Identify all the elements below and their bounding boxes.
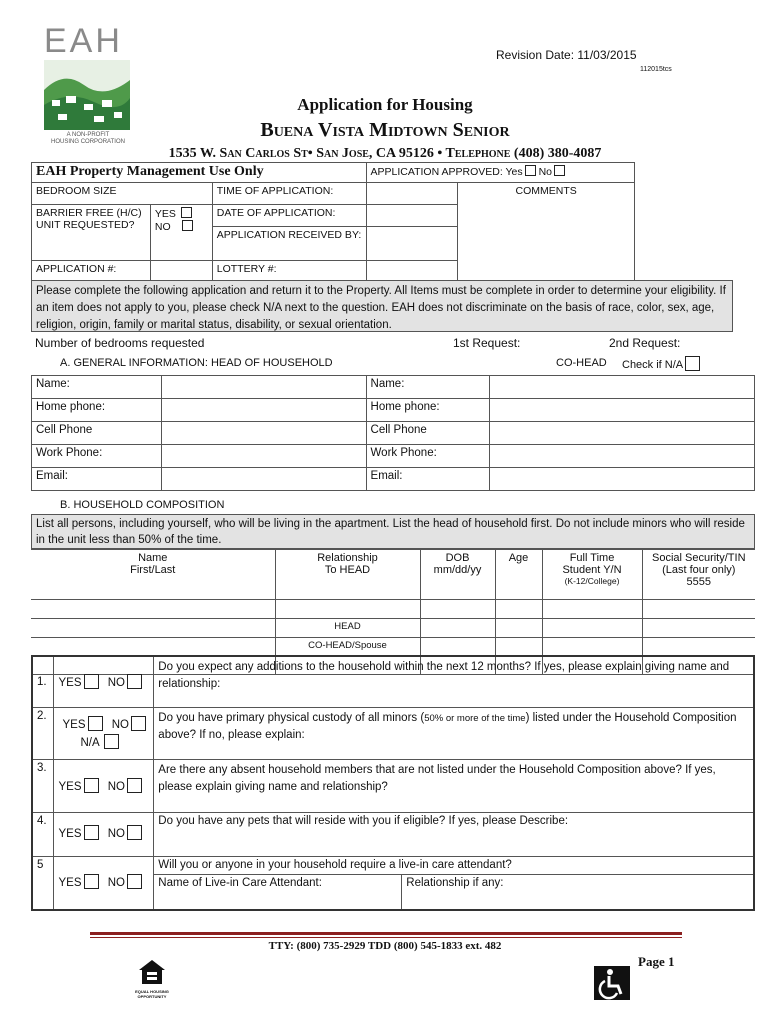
q5-yes-checkbox[interactable]: [84, 874, 99, 889]
question-row: [32, 759, 754, 812]
col-relationship-header: [275, 550, 420, 600]
question-text: [154, 707, 754, 759]
question-text-note: 50% or more of the time: [424, 712, 526, 724]
lottery-number-field[interactable]: [366, 261, 458, 281]
section-a-title: A. GENERAL INFORMATION: HEAD OF HOUSEHOLD: [60, 357, 333, 369]
cohead-home-phone-label: Home phone:: [366, 399, 490, 422]
cohead-work-phone-field[interactable]: [490, 445, 755, 468]
section-a-heading: [60, 357, 720, 369]
question-row: [32, 856, 754, 910]
head-work-phone-label: Work Phone:: [32, 445, 162, 468]
general-info-row: [32, 445, 755, 468]
q2-na-checkbox[interactable]: [104, 734, 119, 749]
question-yes-no: [54, 656, 154, 707]
household-intro: [31, 514, 755, 549]
head-email-label: Email:: [32, 468, 162, 491]
question-text: Are there any absent household members that are not listed under the Household Composition above? If yes, please explain giving name and relationship?: [154, 759, 754, 812]
col-name-label: Name: [138, 552, 168, 564]
no-label: NO: [107, 677, 125, 690]
member-ssn-cell[interactable]: [642, 638, 755, 657]
received-by-field[interactable]: [366, 227, 458, 261]
equal-housing-icon: [137, 958, 167, 986]
head-cell-phone-field[interactable]: [161, 422, 366, 445]
comments-area[interactable]: [458, 183, 635, 281]
household-header-row: [31, 550, 755, 600]
member-name-cell[interactable]: [31, 619, 275, 638]
received-by-label: APPLICATION RECEIVED BY:: [212, 227, 366, 261]
question-text: Do you have any pets that will reside with you if eligible? If yes, please Describe:: [154, 812, 754, 856]
col-name-header: [31, 550, 275, 600]
footer-rule-thin: [90, 937, 682, 938]
barrier-no-label: NO: [154, 221, 171, 233]
cohead-work-phone-label: Work Phone:: [366, 445, 490, 468]
eho-text-line-1: EQUAL HOUSING: [135, 989, 169, 994]
check-na-wrapper: [622, 356, 700, 371]
attendant-relationship-label: Relationship if any:: [406, 876, 504, 889]
question-text: [154, 856, 754, 910]
member-dob-cell[interactable]: [420, 600, 495, 619]
question-yes-no: [54, 856, 154, 910]
question-text-part-a: Do you have primary physical custody of all minors (: [158, 711, 425, 724]
instructions-box: [31, 280, 733, 332]
head-email-field[interactable]: [161, 468, 366, 491]
office-use-heading: EAH Property Management Use Only: [32, 163, 367, 183]
na-label: N/A: [80, 736, 100, 749]
attendant-name-label: Name of Live-in Care Attendant:: [158, 876, 322, 889]
member-ssn-cell[interactable]: [642, 600, 755, 619]
q4-no-checkbox[interactable]: [127, 825, 142, 840]
time-of-application-field[interactable]: [366, 183, 458, 205]
equal-housing-text: [134, 989, 170, 999]
cohead-cell-phone-label: Cell Phone: [366, 422, 490, 445]
col-student-header: [542, 550, 642, 600]
general-info-row: [32, 422, 755, 445]
question-row: [32, 812, 754, 856]
barrier-yes-checkbox[interactable]: [181, 207, 192, 218]
question-yes-no: [54, 759, 154, 812]
q1-yes-checkbox[interactable]: [84, 674, 99, 689]
logo-tagline-line-2: HOUSING CORPORATION: [51, 139, 125, 145]
question-5-text: Will you or anyone in your household require a live-in care attendant?: [154, 857, 753, 875]
question-number: 3.: [32, 759, 54, 812]
member-dob-cell[interactable]: [420, 619, 495, 638]
check-na-label: Check if N/A: [622, 359, 684, 371]
question-text: Do you expect any additions to the household within the next 12 months? If yes, please explain giving name and relationship:: [154, 656, 754, 707]
head-home-phone-label: Home phone:: [32, 399, 162, 422]
approved-label: APPLICATION APPROVED: Yes: [370, 166, 523, 178]
cohead-name-label: Name:: [366, 376, 490, 399]
yes-label: YES: [58, 827, 82, 840]
form-title: Application for Housing: [297, 95, 473, 114]
office-use-table: [31, 162, 635, 281]
barrier-no-checkbox[interactable]: [182, 220, 193, 231]
no-label: NO: [107, 827, 125, 840]
member-dob-cell[interactable]: [420, 638, 495, 657]
q1-no-checkbox[interactable]: [127, 674, 142, 689]
col-ssn-label: Social Security/TIN: [651, 552, 746, 564]
member-relationship-cell[interactable]: HEAD: [275, 619, 420, 638]
col-ssn-example: 5555: [686, 576, 711, 588]
q2-yes-checkbox[interactable]: [88, 716, 103, 731]
question-yes-no: [54, 707, 154, 759]
bedroom-size-label: BEDROOM SIZE: [32, 183, 213, 205]
barrier-free-options: [150, 205, 212, 261]
cohead-na-checkbox[interactable]: [685, 356, 700, 371]
no-label: NO: [107, 876, 125, 889]
application-approved: [366, 163, 634, 183]
form-code: 112015tcs: [640, 66, 672, 73]
q3-yes-checkbox[interactable]: [84, 778, 99, 793]
head-name-field[interactable]: [161, 376, 366, 399]
household-intro-text: List all persons, including yourself, who will be living in the apartment. List the head of household first. Do not include minors who will reside in the unit less than 50% of the time.: [36, 518, 745, 546]
head-name-label: Name:: [32, 376, 162, 399]
approved-yes-checkbox[interactable]: [525, 165, 536, 176]
question-number: 4.: [32, 812, 54, 856]
tty-line: TTY: (800) 735-2929 TDD (800) 545-1833 ext. 482: [268, 940, 502, 952]
question-row: [32, 656, 754, 707]
q5-no-checkbox[interactable]: [127, 874, 142, 889]
yes-label: YES: [58, 677, 82, 690]
cohead-label: CO-HEAD: [556, 357, 607, 369]
revision-date: Revision Date: 11/03/2015: [496, 48, 637, 62]
application-number-field[interactable]: [150, 261, 212, 281]
second-request-label: 2nd Request:: [609, 336, 681, 350]
property-address: 1535 W. San Carlos St• San Jose, CA 95126 • Telephone (408) 380-4087: [168, 146, 602, 161]
head-cell-phone-label: Cell Phone: [32, 422, 162, 445]
bedrooms-label: Number of bedrooms requested: [35, 336, 205, 350]
question-text-part-b: ) listed under the Household Composition above? If no, please explain:: [158, 711, 737, 741]
property-name: Buena Vista Midtown Senior: [260, 119, 510, 141]
member-name-cell[interactable]: [31, 638, 275, 657]
first-request-label: 1st Request:: [453, 336, 521, 350]
logo-tagline-line-1: A NON-PROFIT: [66, 132, 110, 138]
member-age-cell[interactable]: [495, 619, 542, 638]
question-number: 5: [32, 856, 54, 910]
member-age-cell[interactable]: [495, 638, 542, 657]
page-number: Page 1: [638, 954, 675, 969]
member-student-cell[interactable]: [542, 600, 642, 619]
footer-rule: [90, 932, 682, 935]
general-info-row: [32, 376, 755, 399]
no-label: NO: [111, 718, 129, 731]
no-label: NO: [107, 780, 125, 793]
logo-letters: EAH: [44, 22, 123, 60]
col-relationship-label: Relationship: [317, 552, 378, 564]
barrier-free-label: BARRIER FREE (H/C) UNIT REQUESTED?: [32, 205, 151, 261]
q2-no-checkbox[interactable]: [131, 716, 146, 731]
eho-text-line-2: OPPORTUNITY: [137, 994, 167, 999]
question-number: 1.: [32, 656, 54, 707]
col-dob-header: [420, 550, 495, 600]
yes-label: YES: [62, 718, 86, 731]
yes-label: YES: [58, 876, 82, 889]
cohead-email-field[interactable]: [490, 468, 755, 491]
application-number-label: APPLICATION #:: [32, 261, 151, 281]
member-name-cell[interactable]: [31, 600, 275, 619]
barrier-yes-label: YES: [154, 208, 176, 220]
date-of-application-field[interactable]: [366, 205, 458, 227]
questions-table: [31, 655, 755, 911]
attendant-divider: [401, 875, 402, 909]
cohead-cell-phone-field[interactable]: [490, 422, 755, 445]
col-ssn-header: [642, 550, 755, 600]
question-row: [32, 707, 754, 759]
table-row: [31, 600, 755, 619]
member-student-cell[interactable]: [542, 638, 642, 657]
member-relationship-cell[interactable]: CO-HEAD/Spouse: [275, 638, 420, 657]
date-of-application-label: DATE OF APPLICATION:: [212, 205, 366, 227]
table-row: [31, 619, 755, 638]
cohead-home-phone-field[interactable]: [490, 399, 755, 422]
general-info-table: [31, 375, 755, 491]
head-home-phone-field[interactable]: [161, 399, 366, 422]
yes-label: YES: [58, 780, 82, 793]
table-row: [31, 638, 755, 657]
general-info-row: [32, 468, 755, 491]
accessibility-icon: [594, 966, 630, 1000]
time-of-application-label: TIME OF APPLICATION:: [212, 183, 366, 205]
col-student-label: Full Time: [569, 552, 615, 564]
approved-no-label: No: [538, 166, 553, 178]
member-relationship-cell[interactable]: [275, 600, 420, 619]
instructions-text: Please complete the following application and return it to the Property. All Items must be complete in order to determine your eligibility. If an item does not apply to you, please check N/A next to the question. EAH does not discriminate on the basis of race, color, sex, age, religion, origin, family or marital status, disability, or sexual orientation.: [36, 285, 726, 331]
col-ssn-sublabel: (Last four only): [662, 564, 736, 576]
col-dob-sublabel: mm/dd/yy: [433, 564, 482, 576]
bedrooms-row: [35, 336, 735, 352]
col-student-note: (K-12/College): [564, 576, 620, 586]
general-info-row: [32, 399, 755, 422]
question-number: 2.: [32, 707, 54, 759]
member-age-cell[interactable]: [495, 600, 542, 619]
member-student-cell[interactable]: [542, 619, 642, 638]
cohead-name-field[interactable]: [490, 376, 755, 399]
q4-yes-checkbox[interactable]: [84, 825, 99, 840]
member-ssn-cell[interactable]: [642, 619, 755, 638]
col-name-sublabel: First/Last: [130, 564, 176, 576]
cohead-email-label: Email:: [366, 468, 490, 491]
col-relationship-sublabel: To HEAD: [324, 564, 371, 576]
head-work-phone-field[interactable]: [161, 445, 366, 468]
question-yes-no: [54, 812, 154, 856]
col-student-sublabel: Student Y/N: [562, 564, 622, 576]
lottery-number-label: LOTTERY #:: [212, 261, 366, 281]
comments-label: COMMENTS: [515, 185, 577, 197]
office-use-block: [31, 162, 635, 281]
col-dob-label: DOB: [445, 552, 470, 564]
q3-no-checkbox[interactable]: [127, 778, 142, 793]
col-age-header: Age: [495, 550, 542, 600]
section-b-heading: B. HOUSEHOLD COMPOSITION: [60, 499, 225, 511]
approved-no-checkbox[interactable]: [554, 165, 565, 176]
equal-housing-logo: [134, 958, 170, 998]
